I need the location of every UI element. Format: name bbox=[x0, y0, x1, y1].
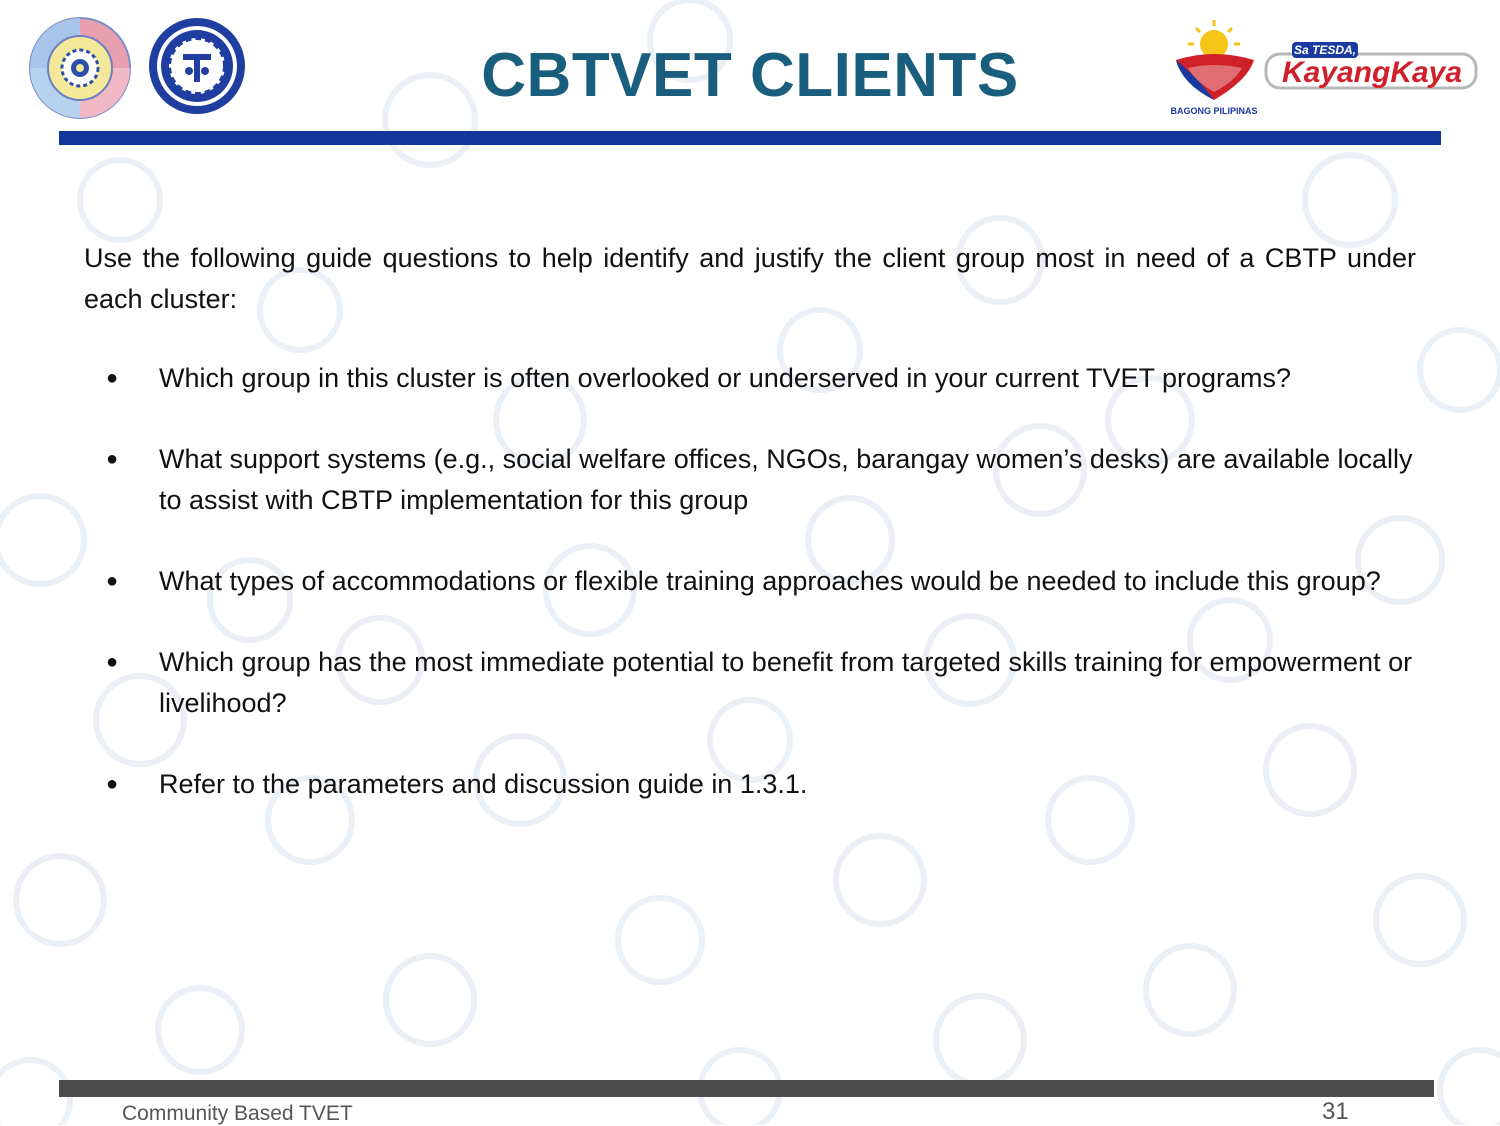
kayang-kaya-text: KayangKaya bbox=[1281, 56, 1463, 89]
bullet-icon: ● bbox=[106, 773, 119, 795]
list-item-text: Which group in this cluster is often overlooked or underserved in your current TVET programs? bbox=[159, 363, 1292, 393]
list-item-text: What support systems (e.g., social welfare offices, NGOs, barangay women’s desks) are available locally to assist with CBTP implementation for this group bbox=[159, 444, 1413, 515]
list-item bbox=[84, 561, 1416, 602]
list-item-text: Which group has the most immediate potential to benefit from targeted skills training for empowerment or livelihood? bbox=[159, 647, 1413, 718]
page-number: 31 bbox=[1322, 1098, 1349, 1125]
list-item-text: What types of accommodations or flexible training approaches would be needed to include this group? bbox=[159, 566, 1381, 596]
page-title: CBTVET CLIENTS bbox=[481, 41, 1019, 110]
header-divider-bar bbox=[59, 131, 1441, 145]
footer-label: Community Based TVET bbox=[122, 1102, 353, 1125]
list-item bbox=[84, 764, 1416, 805]
list-item bbox=[84, 642, 1416, 724]
slide-content bbox=[84, 238, 1416, 845]
bullet-icon: ● bbox=[106, 570, 119, 592]
list-item-text: Refer to the parameters and discussion guide in 1.3.1. bbox=[159, 769, 808, 799]
bullet-icon: ● bbox=[106, 367, 119, 389]
guide-questions-list bbox=[84, 358, 1416, 805]
bullet-icon: ● bbox=[106, 448, 119, 470]
kayang-kaya-small-text: Sa TESDA, bbox=[1293, 43, 1357, 57]
bagong-pilipinas-text: BAGONG PILIPINAS bbox=[1170, 106, 1258, 116]
intro-paragraph: Use the following guide questions to help identify and justify the client group most in need of a CBTP under each cluster: bbox=[84, 243, 1416, 314]
list-item bbox=[84, 439, 1416, 521]
list-item bbox=[84, 358, 1416, 399]
bullet-icon: ● bbox=[106, 651, 119, 673]
footer-divider-bar bbox=[59, 1080, 1434, 1097]
